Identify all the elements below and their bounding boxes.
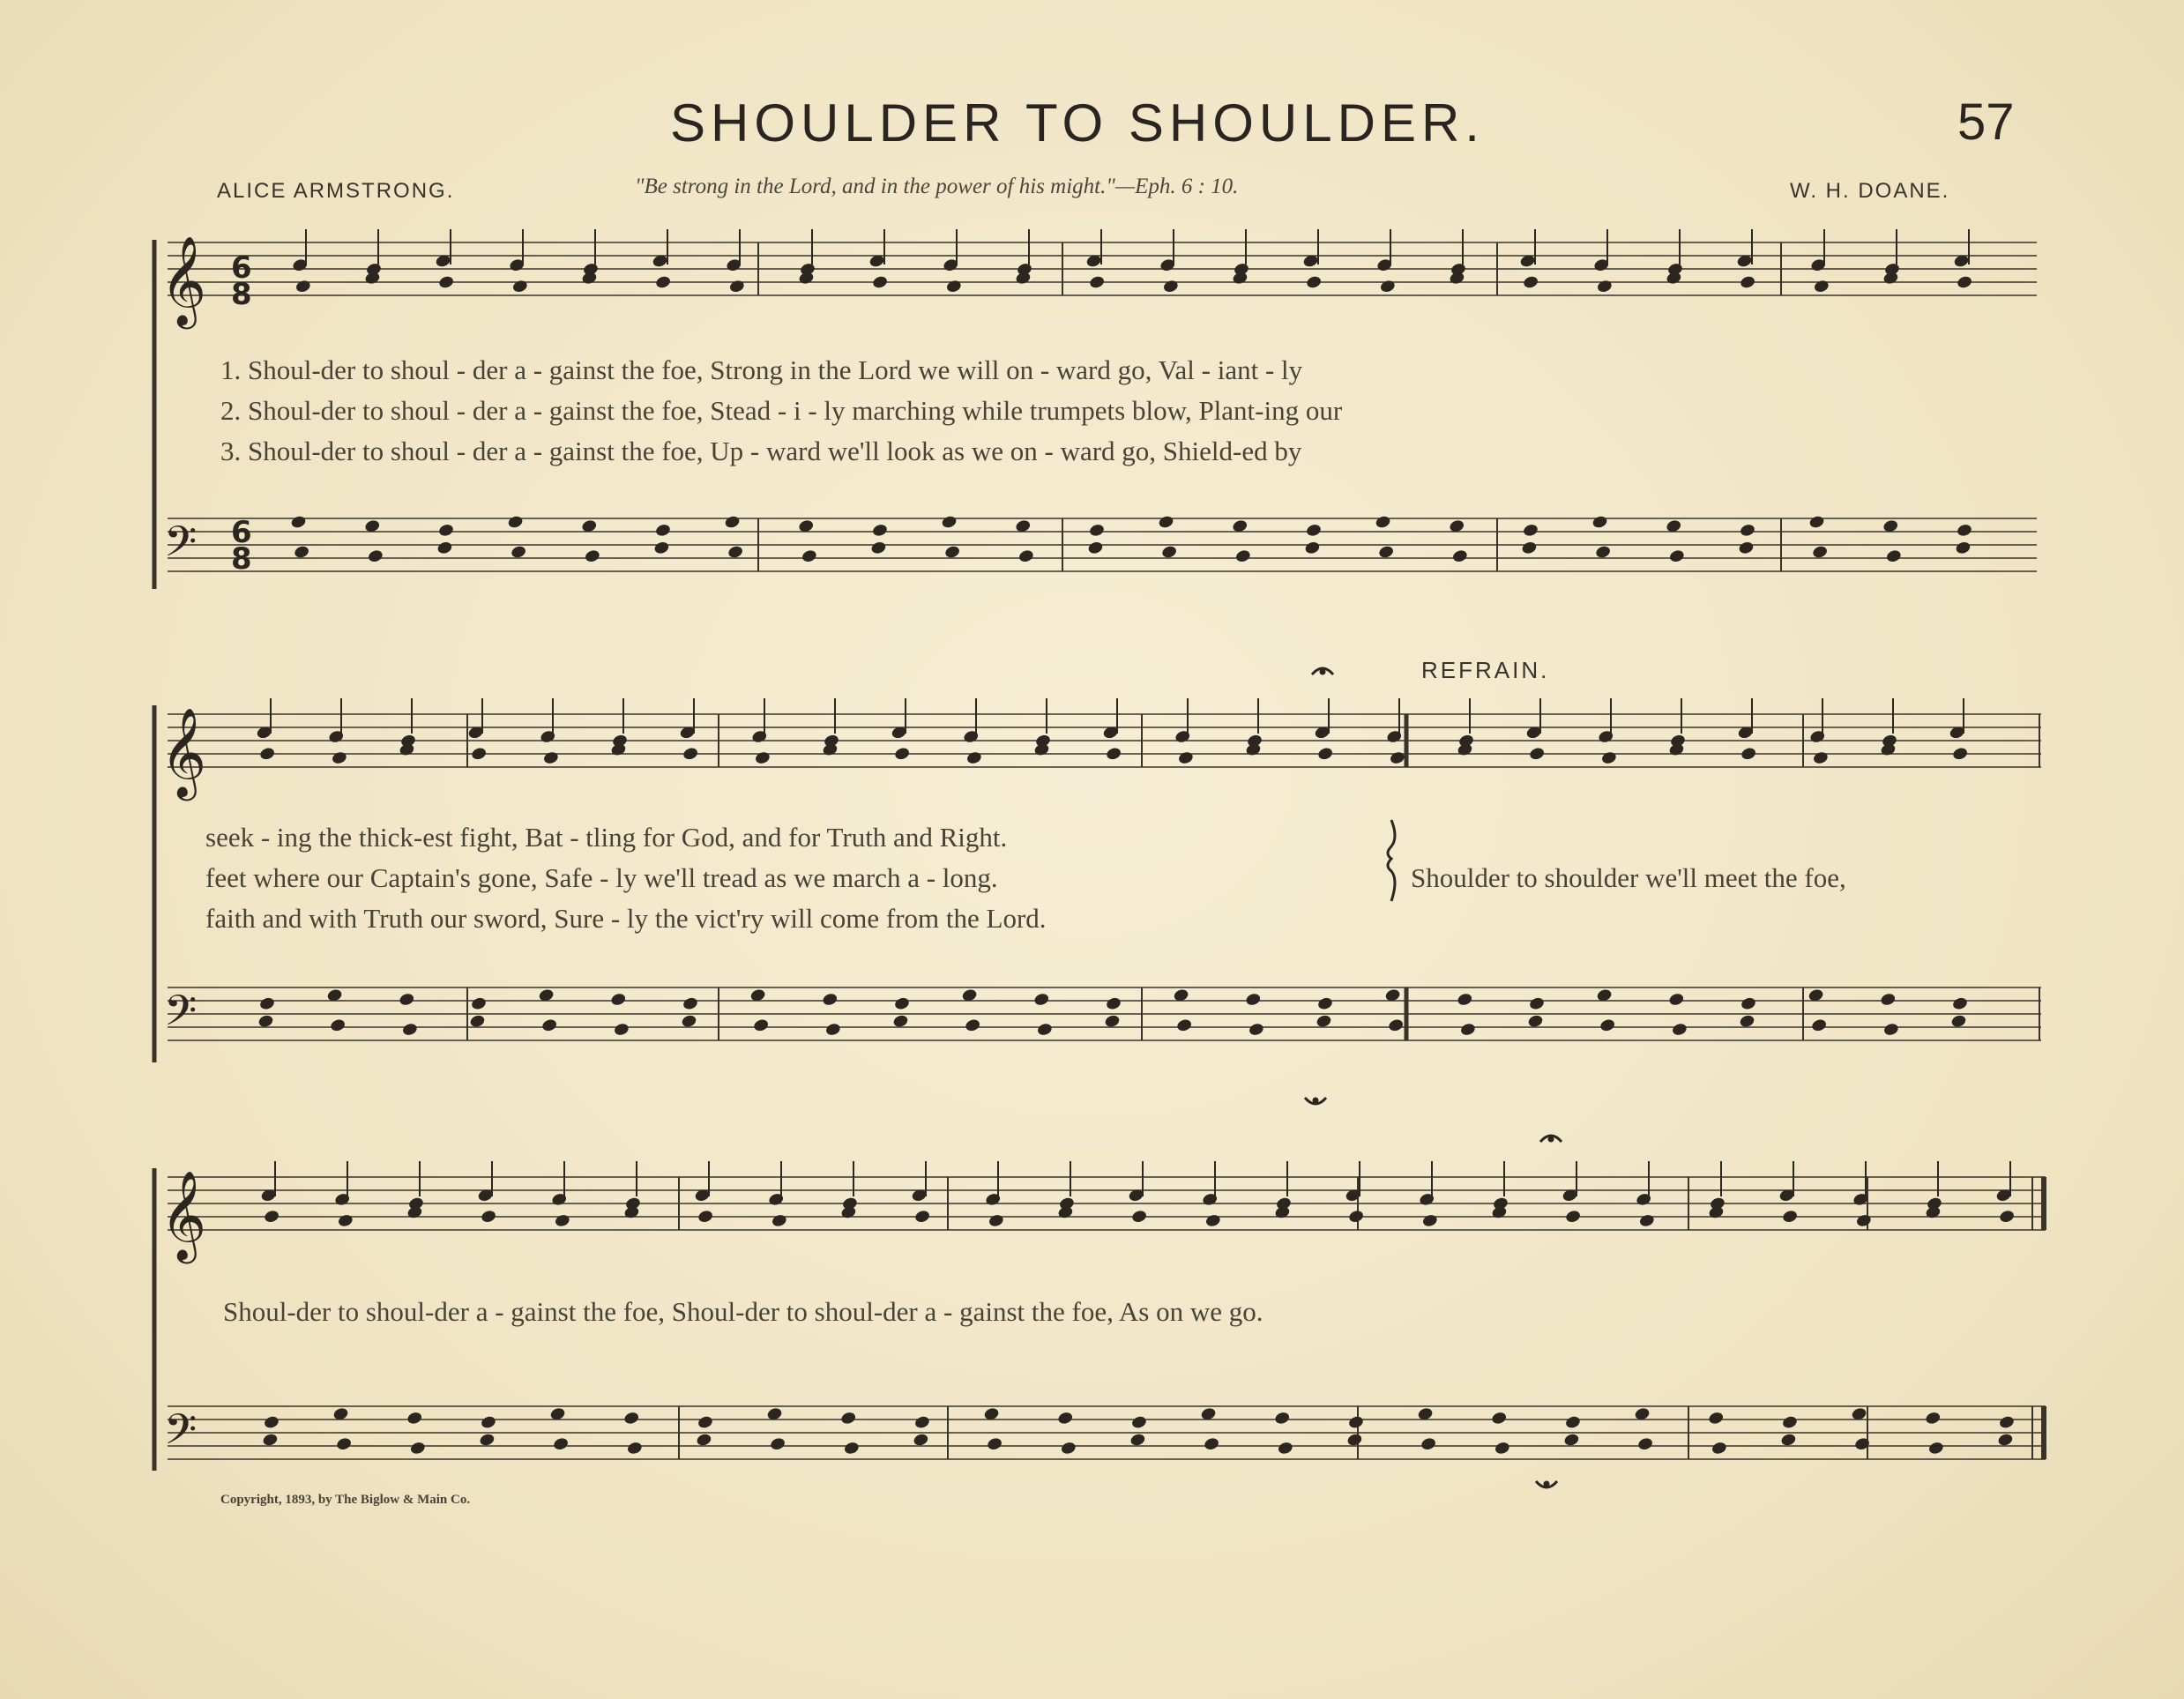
- notehead: [1017, 548, 1034, 563]
- notehead: [406, 1411, 423, 1426]
- brace: [1388, 820, 1395, 901]
- notehead: [554, 1213, 570, 1228]
- notehead: [1015, 271, 1032, 286]
- notehead: [511, 545, 527, 560]
- notehead: [290, 515, 307, 530]
- notehead: [824, 1022, 841, 1037]
- notehead: [623, 1411, 640, 1426]
- notehead: [1668, 548, 1685, 563]
- notehead: [1106, 746, 1122, 761]
- notehead: [1459, 1022, 1476, 1037]
- composer-credit: W. H. DOANE.: [1790, 179, 1950, 203]
- svg-text:6: 6: [231, 515, 252, 550]
- notehead: [798, 271, 815, 286]
- notehead: [1997, 1433, 2014, 1448]
- notehead: [941, 515, 958, 530]
- notehead: [1036, 1022, 1053, 1037]
- notehead: [697, 1209, 714, 1224]
- notehead: [406, 1205, 423, 1220]
- notehead: [1782, 1209, 1799, 1224]
- notehead: [1347, 1415, 1364, 1430]
- notehead: [1176, 1017, 1193, 1032]
- notehead: [1420, 1436, 1437, 1451]
- notehead: [655, 275, 672, 290]
- notehead: [1808, 515, 1825, 530]
- lyricist-credit: ALICE ARMSTRONG.: [217, 179, 455, 203]
- notehead: [1089, 275, 1106, 290]
- svg-text:8: 8: [231, 541, 252, 577]
- notehead: [870, 540, 887, 555]
- notehead: [364, 271, 381, 286]
- notehead: [470, 996, 487, 1011]
- notehead: [1521, 540, 1538, 555]
- notehead: [581, 271, 598, 286]
- verse-1-line-2: seek - ing the thick-est fight, Bat - tling for God, and for Truth and Right.: [205, 822, 1008, 853]
- notehead: [1781, 1415, 1798, 1430]
- notehead: [1033, 992, 1050, 1007]
- notehead: [1105, 996, 1122, 1011]
- notehead: [1668, 742, 1685, 757]
- notehead: [771, 1213, 787, 1228]
- notehead: [681, 1014, 697, 1029]
- notehead: [262, 1433, 279, 1448]
- notehead: [1950, 1014, 1967, 1029]
- notehead: [893, 996, 910, 1011]
- notehead: [623, 1205, 640, 1220]
- notehead: [584, 548, 600, 563]
- notehead: [1528, 996, 1545, 1011]
- verse-2-line-2: feet where our Captain's gone, Safe - ly we'll tread as we march a - long.: [205, 862, 998, 893]
- refrain-label: REFRAIN.: [1421, 657, 1550, 683]
- notehead: [1457, 992, 1473, 1007]
- notehead: [1162, 279, 1179, 294]
- notehead: [1882, 1022, 1899, 1037]
- page-number: 57: [1957, 93, 2015, 151]
- notehead: [728, 279, 745, 294]
- notehead: [682, 996, 698, 1011]
- notehead: [1739, 523, 1755, 538]
- notehead: [1522, 523, 1539, 538]
- notehead: [1738, 540, 1755, 555]
- notehead: [1527, 1014, 1544, 1029]
- notehead: [610, 742, 627, 757]
- notehead: [1925, 1411, 1942, 1426]
- notehead: [1564, 1415, 1581, 1430]
- notehead: [1927, 1441, 1944, 1456]
- notehead: [541, 1017, 558, 1032]
- verse-2-line-1: 2. Shoul-der to shoul - der a - gainst the foe, Stead - i - ly marching while trumpets blow, Plant-ing our: [220, 395, 1343, 426]
- notehead: [770, 1436, 786, 1451]
- notehead: [1596, 279, 1613, 294]
- notehead: [987, 1436, 1003, 1451]
- notehead: [610, 992, 627, 1007]
- notehead: [1130, 1415, 1147, 1430]
- notehead: [480, 1415, 496, 1430]
- notehead: [1885, 548, 1902, 563]
- notehead: [1494, 1441, 1510, 1456]
- notehead: [1379, 279, 1396, 294]
- bass-clef-icon: 𝄢: [164, 986, 198, 1046]
- notehead: [1491, 1205, 1508, 1220]
- notehead: [1451, 548, 1468, 563]
- notehead: [511, 279, 528, 294]
- notehead: [724, 515, 741, 530]
- notehead: [1375, 515, 1391, 530]
- notehead: [1668, 992, 1685, 1007]
- treble-clef-icon: 𝄞: [160, 235, 207, 325]
- notehead: [1595, 545, 1612, 560]
- notehead: [1277, 1441, 1293, 1456]
- notehead: [294, 545, 310, 560]
- notehead: [1671, 1022, 1688, 1037]
- notehead: [436, 540, 453, 555]
- notehead: [1177, 750, 1194, 765]
- notehead: [871, 523, 888, 538]
- notehead: [1306, 275, 1323, 290]
- notehead: [1316, 1014, 1332, 1029]
- notehead: [613, 1022, 630, 1037]
- notehead: [1389, 750, 1405, 765]
- notehead: [1740, 996, 1756, 1011]
- notehead: [913, 1433, 929, 1448]
- notehead: [481, 1209, 497, 1224]
- notehead: [257, 1014, 274, 1029]
- notehead: [367, 548, 384, 563]
- notehead: [753, 1017, 770, 1032]
- notehead: [1951, 996, 1968, 1011]
- notehead: [1957, 275, 1973, 290]
- notehead: [1316, 996, 1333, 1011]
- notehead: [1925, 1205, 1942, 1220]
- notehead: [409, 1441, 426, 1456]
- bass-clef-icon: 𝄢: [164, 517, 198, 577]
- notehead: [1880, 742, 1897, 757]
- notehead: [822, 992, 839, 1007]
- notehead: [653, 540, 670, 555]
- notehead: [913, 1415, 930, 1430]
- notehead: [965, 1017, 981, 1032]
- notehead: [1378, 545, 1395, 560]
- notehead: [843, 1441, 860, 1456]
- svg-text:8: 8: [231, 277, 252, 312]
- notehead: [1565, 1209, 1582, 1224]
- notehead: [1711, 1441, 1727, 1456]
- bass-clef-icon: 𝄢: [164, 1405, 198, 1464]
- notehead: [437, 523, 454, 538]
- notehead: [626, 1441, 643, 1456]
- notehead: [965, 750, 982, 765]
- verse-3-line-2: faith and with Truth our sword, Sure - ly the vict'ry will come from the Lord.: [205, 903, 1047, 934]
- notehead: [822, 742, 839, 757]
- notehead: [1388, 1017, 1405, 1032]
- notehead: [1304, 540, 1321, 555]
- notehead: [1491, 1411, 1508, 1426]
- notehead: [1131, 1209, 1148, 1224]
- notehead: [1563, 1433, 1580, 1448]
- notehead: [553, 1436, 570, 1451]
- treble-clef-icon: 𝄞: [160, 1169, 207, 1260]
- fermata-icons: [1305, 668, 1562, 1487]
- notehead: [399, 742, 415, 757]
- notehead: [1129, 1433, 1146, 1448]
- notehead: [1740, 275, 1756, 290]
- notehead: [258, 996, 275, 1011]
- notehead: [1346, 1433, 1363, 1448]
- verse-3-line-1: 3. Shoul-der to shoul - der a - gainst the foe, Up - ward we'll look as we on - ward go, Shield-ed by: [220, 436, 1302, 466]
- notehead: [945, 279, 962, 294]
- notehead: [1457, 742, 1473, 757]
- refrain-line-1: Shoulder to shoulder we'll meet the foe,: [1411, 862, 1846, 893]
- notehead: [1204, 1213, 1221, 1228]
- notehead: [1161, 545, 1178, 560]
- notehead: [330, 1017, 347, 1032]
- notehead: [1317, 746, 1334, 761]
- notehead: [1305, 523, 1322, 538]
- notehead: [1708, 1205, 1725, 1220]
- notehead: [1234, 548, 1251, 563]
- notehead: [1600, 750, 1617, 765]
- notehead: [1998, 1415, 2015, 1430]
- notehead: [337, 1213, 354, 1228]
- time-signature: 6: [231, 250, 252, 286]
- notehead: [1104, 1014, 1121, 1029]
- notehead: [1158, 515, 1174, 530]
- treble-clef-icon: 𝄞: [160, 706, 207, 797]
- verse-1-line-1: 1. Shoul-der to shoul - der a - gainst the foe, Strong in the Lord we will on - ward go, Val - iant - ly: [220, 354, 1303, 385]
- notehead: [1033, 742, 1050, 757]
- notehead: [727, 545, 744, 560]
- notehead: [1060, 1441, 1077, 1456]
- notehead: [1057, 1205, 1074, 1220]
- notehead: [914, 1209, 931, 1224]
- notehead: [1708, 1411, 1725, 1426]
- notehead: [1740, 746, 1757, 761]
- notehead: [1952, 746, 1969, 761]
- hymn-title: SHOULDER TO SHOULDER.: [670, 93, 1485, 153]
- notehead: [1523, 275, 1539, 290]
- notehead: [697, 1415, 713, 1430]
- notehead: [1232, 271, 1249, 286]
- notehead: [336, 1436, 353, 1451]
- notehead: [1057, 1411, 1074, 1426]
- notehead: [754, 750, 771, 765]
- notehead: [471, 746, 488, 761]
- notehead: [1812, 750, 1829, 765]
- notehead: [469, 1014, 486, 1029]
- notehead: [1248, 1022, 1264, 1037]
- notehead: [1956, 523, 1972, 538]
- refrain-line-2: Shoul-der to shoul-der a - gainst the foe, Shoul-der to shoul-der a - gainst the foe, As on we go.: [223, 1296, 1263, 1327]
- notehead: [1880, 992, 1897, 1007]
- notehead: [1348, 1209, 1365, 1224]
- notehead: [264, 1209, 280, 1224]
- notehead: [1955, 540, 1972, 555]
- notehead: [507, 515, 524, 530]
- notehead: [988, 1213, 1004, 1228]
- notehead: [894, 746, 911, 761]
- notehead: [1421, 1213, 1438, 1228]
- bass-staff-3: [168, 1406, 2046, 1459]
- notehead: [1666, 271, 1682, 286]
- notehead: [1245, 742, 1262, 757]
- notehead: [872, 275, 889, 290]
- notehead: [1637, 1436, 1654, 1451]
- notehead: [1245, 992, 1262, 1007]
- notehead: [654, 523, 671, 538]
- notehead: [1999, 1209, 2016, 1224]
- notehead: [1274, 1205, 1291, 1220]
- notehead: [1638, 1213, 1655, 1228]
- notehead: [1739, 1014, 1755, 1029]
- notehead: [1274, 1411, 1291, 1426]
- notehead: [1811, 1017, 1828, 1032]
- notehead: [840, 1411, 857, 1426]
- scripture-epigraph: "Be strong in the Lord, and in the power of his might."—Eph. 6 : 10.: [635, 175, 1239, 198]
- notehead: [294, 279, 311, 294]
- notehead: [479, 1433, 496, 1448]
- bass-staff-2: [168, 987, 2041, 1040]
- notehead: [696, 1433, 712, 1448]
- notehead: [259, 746, 276, 761]
- notehead: [1204, 1436, 1220, 1451]
- notehead: [682, 746, 699, 761]
- treble-staff-3: [168, 1177, 2046, 1230]
- notehead: [1812, 545, 1829, 560]
- notehead: [542, 750, 559, 765]
- notehead: [1591, 515, 1608, 530]
- notehead: [1529, 746, 1546, 761]
- notehead: [1882, 271, 1899, 286]
- notehead: [399, 992, 415, 1007]
- treble-staff-2: [168, 714, 2041, 767]
- notehead: [1599, 1017, 1616, 1032]
- notehead: [1449, 271, 1465, 286]
- notehead: [1780, 1433, 1797, 1448]
- notehead: [840, 1205, 857, 1220]
- notehead: [1087, 540, 1104, 555]
- notehead: [1088, 523, 1105, 538]
- notehead: [801, 548, 817, 563]
- notehead: [401, 1022, 418, 1037]
- notehead: [331, 750, 347, 765]
- notehead: [944, 545, 961, 560]
- notehead: [438, 275, 455, 290]
- copyright-notice: Copyright, 1893, by The Biglow & Main Co.: [220, 1493, 471, 1507]
- notehead: [263, 1415, 280, 1430]
- notehead: [892, 1014, 909, 1029]
- notehead: [1813, 279, 1830, 294]
- notehead: [1855, 1213, 1872, 1228]
